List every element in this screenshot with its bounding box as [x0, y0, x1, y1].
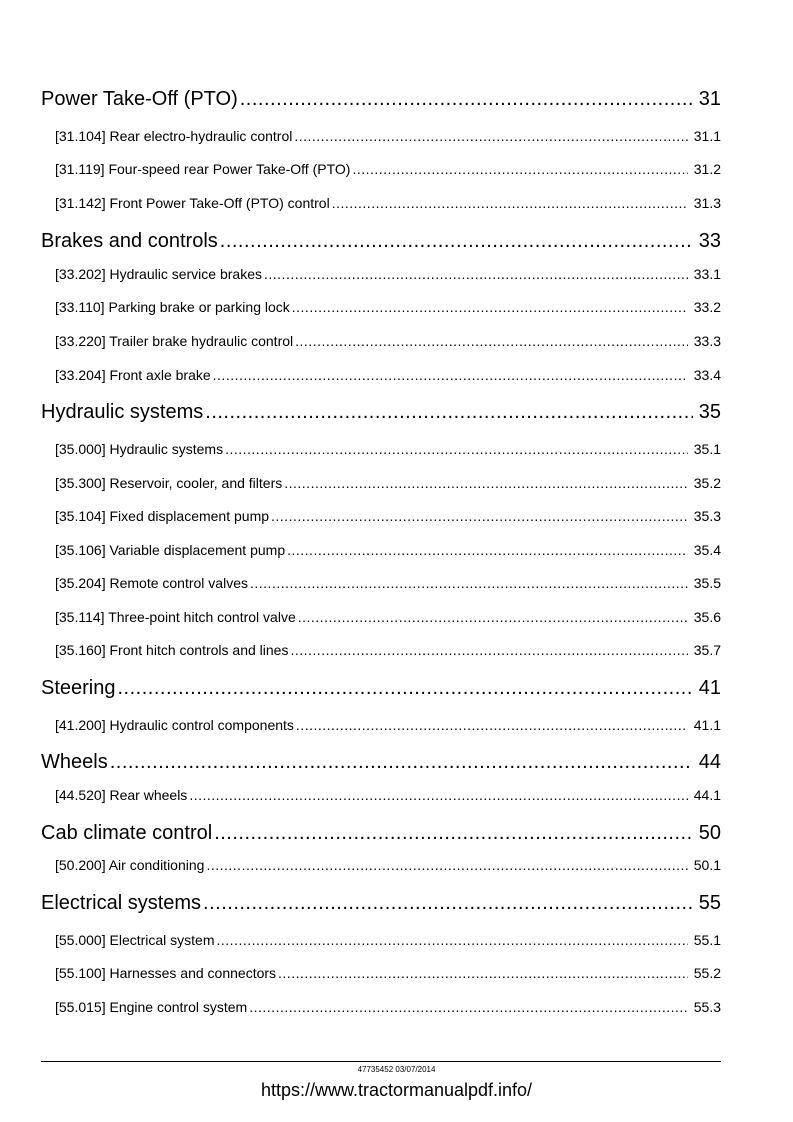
toc-section-title: Hydraulic systems	[41, 401, 204, 423]
toc-section[interactable]	[41, 401, 721, 427]
toc-leader	[225, 441, 688, 457]
toc-section-page: 35	[698, 401, 721, 423]
toc-subsection[interactable]	[55, 609, 721, 629]
toc-subsection-title: [31.119] Four-speed rear Power Take-Off (PTO)	[55, 161, 351, 177]
footer-divider	[41, 1061, 721, 1062]
toc-subsection-page: 55.1	[693, 932, 721, 948]
toc-subsection-page: 35.5	[693, 575, 721, 591]
toc-subsection[interactable]	[55, 965, 721, 985]
toc-subsection-page: 35.7	[693, 642, 721, 658]
toc-subsection-title: [41.200] Hydraulic control components	[55, 717, 294, 733]
toc-subsection-page: 35.6	[693, 609, 721, 625]
footer-doc-code: 47735452 03/07/2014	[357, 1065, 436, 1074]
toc-subsection-title: [55.000] Electrical system	[55, 932, 215, 948]
toc-leader	[332, 195, 688, 211]
toc-subsection-title: [55.015] Engine control system	[55, 999, 248, 1015]
toc-section-title: Steering	[41, 677, 116, 699]
toc-section-title: Electrical systems	[41, 892, 202, 914]
toc-subsection[interactable]	[55, 161, 721, 181]
toc-subsection-page: 31.3	[693, 195, 721, 211]
toc-leader	[292, 299, 688, 315]
toc-subsection[interactable]	[55, 508, 721, 528]
toc-section-page: 50	[698, 822, 721, 844]
toc-leader	[214, 822, 693, 845]
toc-leader	[278, 965, 688, 981]
footer-url-link[interactable]: https://www.tractormanualpdf.info/	[260, 1080, 533, 1100]
toc-leader	[298, 609, 688, 625]
toc-section[interactable]	[41, 88, 721, 114]
toc-leader	[295, 333, 688, 349]
toc-subsection[interactable]	[55, 367, 721, 387]
toc-subsection-page: 55.3	[693, 999, 721, 1015]
toc-subsection[interactable]	[55, 857, 721, 877]
toc-section[interactable]	[41, 751, 721, 777]
toc-subsection-page: 33.3	[693, 333, 721, 349]
toc-subsection-title: [35.114] Three-point hitch control valve	[55, 609, 296, 625]
toc-section-title: Wheels	[41, 751, 108, 773]
toc-section-title: Cab climate control	[41, 822, 213, 844]
toc-leader	[240, 88, 693, 111]
toc-subsection[interactable]	[55, 999, 721, 1019]
toc-subsection-title: [35.300] Reservoir, cooler, and filters	[55, 475, 283, 491]
toc-leader	[206, 857, 687, 873]
toc-subsection-page: 31.1	[693, 128, 721, 144]
toc-subsection-page: 44.1	[693, 787, 721, 803]
toc-subsection-title: [31.142] Front Power Take-Off (PTO) control	[55, 195, 330, 211]
toc-subsection-title: [31.104] Rear electro-hydraulic control	[55, 128, 293, 144]
toc-leader	[118, 677, 693, 700]
toc-subsection-page: 35.4	[693, 542, 721, 558]
toc-subsection-page: 33.1	[693, 266, 721, 282]
toc-subsection-title: [33.204] Front axle brake	[55, 367, 211, 383]
toc-leader	[296, 717, 688, 733]
toc-subsection-page: 35.3	[693, 508, 721, 524]
toc-leader	[290, 642, 687, 658]
toc-subsection-page: 33.2	[693, 299, 721, 315]
toc-leader	[284, 475, 688, 491]
toc-subsection[interactable]	[55, 299, 721, 319]
toc-section[interactable]	[41, 677, 721, 703]
toc-leader	[287, 542, 688, 558]
toc-subsection[interactable]	[55, 787, 721, 807]
toc-section-title: Power Take-Off (PTO)	[41, 88, 238, 110]
toc-leader	[250, 575, 688, 591]
toc-subsection-title: [44.520] Rear wheels	[55, 787, 188, 803]
toc-subsection[interactable]	[55, 542, 721, 562]
toc-subsection[interactable]	[55, 333, 721, 353]
toc-subsection-title: [35.160] Front hitch controls and lines	[55, 642, 289, 658]
toc-subsection[interactable]	[55, 195, 721, 215]
toc-subsection-title: [35.000] Hydraulic systems	[55, 441, 224, 457]
toc-leader	[217, 932, 688, 948]
toc-leader	[264, 266, 688, 282]
toc-subsection-page: 41.1	[693, 717, 721, 733]
toc-subsection-title: [35.104] Fixed displacement pump	[55, 508, 270, 524]
toc-subsection-page: 50.1	[693, 857, 721, 873]
toc-leader	[294, 128, 687, 144]
toc-section-page: 41	[698, 677, 721, 699]
toc-subsection-page: 35.1	[693, 441, 721, 457]
toc-section-title: Brakes and controls	[41, 230, 218, 252]
toc-subsection[interactable]	[55, 475, 721, 495]
toc-section-page: 33	[698, 230, 721, 252]
toc-leader	[249, 999, 688, 1015]
toc-subsection-title: [35.106] Variable displacement pump	[55, 542, 286, 558]
toc-section-page: 55	[698, 892, 721, 914]
toc-leader	[203, 892, 693, 915]
toc-subsection[interactable]	[55, 932, 721, 952]
toc-leader	[271, 508, 688, 524]
toc-section[interactable]	[41, 822, 721, 848]
toc-subsection-page: 35.2	[693, 475, 721, 491]
toc-leader	[189, 787, 687, 803]
toc-leader	[205, 401, 692, 424]
toc-subsection-title: [50.200] Air conditioning	[55, 857, 205, 873]
toc-subsection[interactable]	[55, 575, 721, 595]
toc-subsection[interactable]	[55, 266, 721, 286]
toc-leader	[110, 751, 693, 774]
toc-subsection[interactable]	[55, 717, 721, 737]
toc-subsection-title: [35.204] Remote control valves	[55, 575, 248, 591]
toc-leader	[213, 367, 688, 383]
toc-subsection-page: 31.2	[693, 161, 721, 177]
toc-leader	[352, 161, 687, 177]
toc-subsection-title: [33.202] Hydraulic service brakes	[55, 266, 262, 282]
toc-subsection-title: [33.220] Trailer brake hydraulic control	[55, 333, 294, 349]
toc-subsection[interactable]	[55, 128, 721, 148]
toc-section[interactable]	[41, 230, 721, 256]
toc-section-page: 44	[698, 751, 721, 773]
toc-section-page: 31	[698, 88, 721, 110]
toc-subsection-page: 55.2	[693, 965, 721, 981]
toc-subsection[interactable]	[55, 441, 721, 461]
toc-subsection-page: 33.4	[693, 367, 721, 383]
toc-leader	[220, 230, 693, 253]
toc-section[interactable]	[41, 892, 721, 918]
toc-subsection-title: [33.110] Parking brake or parking lock	[55, 299, 290, 315]
toc-subsection-title: [55.100] Harnesses and connectors	[55, 965, 277, 981]
toc-subsection[interactable]	[55, 642, 721, 662]
